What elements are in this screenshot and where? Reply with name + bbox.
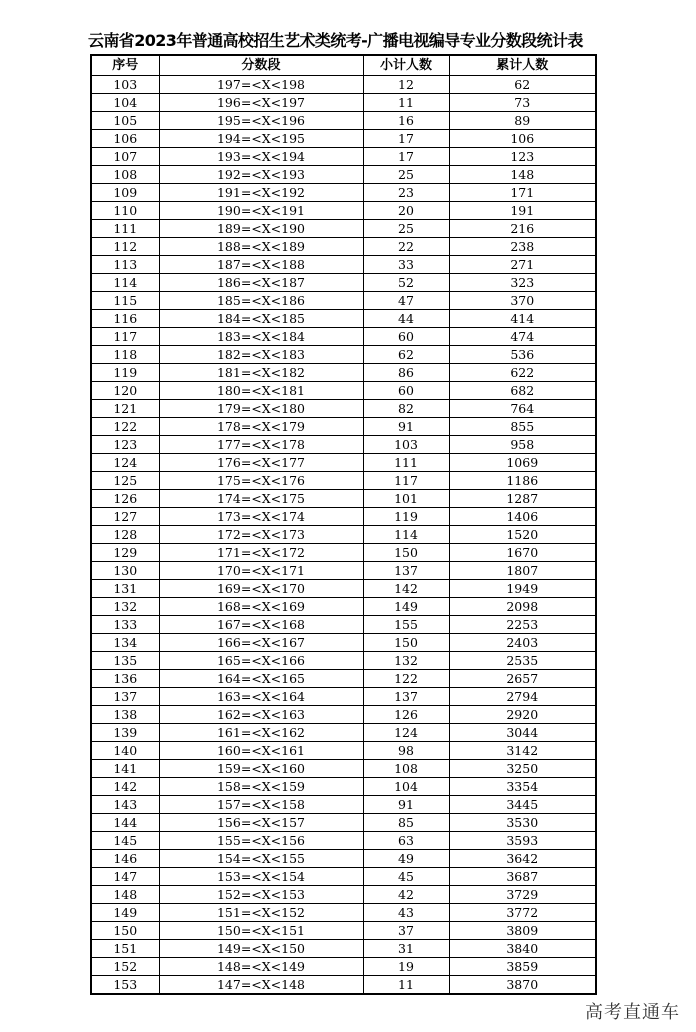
cell-cumulative: 3354 xyxy=(449,778,596,796)
cell-subtotal: 108 xyxy=(363,760,449,778)
cell-subtotal: 11 xyxy=(363,94,449,112)
cell-score-range: 188=<X<189 xyxy=(159,238,363,256)
cell-cumulative: 3870 xyxy=(449,976,596,995)
cell-subtotal: 44 xyxy=(363,310,449,328)
cell-score-range: 187=<X<188 xyxy=(159,256,363,274)
page-title: 云南省2023年普通高校招生艺术类统考-广播电视编导专业分数段统计表 xyxy=(88,31,583,50)
table-row xyxy=(91,220,596,238)
cell-index: 127 xyxy=(91,508,159,526)
table-row xyxy=(91,544,596,562)
cell-index: 150 xyxy=(91,922,159,940)
table-row xyxy=(91,508,596,526)
cell-subtotal: 86 xyxy=(363,364,449,382)
cell-subtotal: 25 xyxy=(363,166,449,184)
cell-cumulative: 1287 xyxy=(449,490,596,508)
cell-index: 149 xyxy=(91,904,159,922)
cell-cumulative: 3642 xyxy=(449,850,596,868)
score-table xyxy=(90,54,597,995)
cell-cumulative: 3445 xyxy=(449,796,596,814)
cell-score-range: 189=<X<190 xyxy=(159,220,363,238)
cell-cumulative: 271 xyxy=(449,256,596,274)
cell-index: 114 xyxy=(91,274,159,292)
table-row xyxy=(91,670,596,688)
cell-cumulative: 2794 xyxy=(449,688,596,706)
cell-index: 133 xyxy=(91,616,159,634)
table-row xyxy=(91,886,596,904)
cell-score-range: 151=<X<152 xyxy=(159,904,363,922)
cell-score-range: 186=<X<187 xyxy=(159,274,363,292)
cell-index: 130 xyxy=(91,562,159,580)
cell-score-range: 162=<X<163 xyxy=(159,706,363,724)
cell-score-range: 167=<X<168 xyxy=(159,616,363,634)
cell-cumulative: 2920 xyxy=(449,706,596,724)
table-row xyxy=(91,562,596,580)
cell-index: 132 xyxy=(91,598,159,616)
cell-index: 139 xyxy=(91,724,159,742)
cell-subtotal: 85 xyxy=(363,814,449,832)
cell-cumulative: 3809 xyxy=(449,922,596,940)
cell-cumulative: 123 xyxy=(449,148,596,166)
table-row xyxy=(91,238,596,256)
cell-cumulative: 764 xyxy=(449,400,596,418)
table-body xyxy=(91,76,596,995)
cell-index: 109 xyxy=(91,184,159,202)
cell-cumulative: 2535 xyxy=(449,652,596,670)
cell-cumulative: 238 xyxy=(449,238,596,256)
cell-score-range: 196=<X<197 xyxy=(159,94,363,112)
cell-subtotal: 60 xyxy=(363,328,449,346)
table-row xyxy=(91,274,596,292)
cell-cumulative: 370 xyxy=(449,292,596,310)
cell-score-range: 170=<X<171 xyxy=(159,562,363,580)
cell-cumulative: 1807 xyxy=(449,562,596,580)
cell-subtotal: 19 xyxy=(363,958,449,976)
table-row xyxy=(91,904,596,922)
cell-index: 111 xyxy=(91,220,159,238)
cell-score-range: 166=<X<167 xyxy=(159,634,363,652)
cell-index: 113 xyxy=(91,256,159,274)
cell-index: 138 xyxy=(91,706,159,724)
cell-index: 143 xyxy=(91,796,159,814)
table-row xyxy=(91,76,596,94)
cell-index: 146 xyxy=(91,850,159,868)
cell-subtotal: 43 xyxy=(363,904,449,922)
cell-score-range: 160=<X<161 xyxy=(159,742,363,760)
cell-index: 131 xyxy=(91,580,159,598)
cell-score-range: 179=<X<180 xyxy=(159,400,363,418)
cell-score-range: 154=<X<155 xyxy=(159,850,363,868)
cell-cumulative: 3250 xyxy=(449,760,596,778)
cell-cumulative: 2657 xyxy=(449,670,596,688)
cell-cumulative: 3044 xyxy=(449,724,596,742)
cell-cumulative: 3142 xyxy=(449,742,596,760)
cell-cumulative: 148 xyxy=(449,166,596,184)
cell-subtotal: 117 xyxy=(363,472,449,490)
cell-score-range: 181=<X<182 xyxy=(159,364,363,382)
table-row xyxy=(91,868,596,886)
cell-subtotal: 31 xyxy=(363,940,449,958)
cell-cumulative: 682 xyxy=(449,382,596,400)
cell-cumulative: 89 xyxy=(449,112,596,130)
table-row xyxy=(91,922,596,940)
table-row xyxy=(91,292,596,310)
cell-subtotal: 37 xyxy=(363,922,449,940)
cell-index: 106 xyxy=(91,130,159,148)
cell-score-range: 163=<X<164 xyxy=(159,688,363,706)
cell-index: 119 xyxy=(91,364,159,382)
cell-score-range: 182=<X<183 xyxy=(159,346,363,364)
cell-subtotal: 91 xyxy=(363,418,449,436)
cell-subtotal: 122 xyxy=(363,670,449,688)
table-row xyxy=(91,832,596,850)
cell-cumulative: 106 xyxy=(449,130,596,148)
cell-cumulative: 1949 xyxy=(449,580,596,598)
cell-subtotal: 63 xyxy=(363,832,449,850)
table-row xyxy=(91,112,596,130)
column-header-cumulative: 累计人数 xyxy=(449,55,596,76)
cell-index: 121 xyxy=(91,400,159,418)
table-row xyxy=(91,436,596,454)
cell-score-range: 159=<X<160 xyxy=(159,760,363,778)
cell-subtotal: 33 xyxy=(363,256,449,274)
cell-index: 147 xyxy=(91,868,159,886)
cell-cumulative: 2403 xyxy=(449,634,596,652)
table-row xyxy=(91,796,596,814)
cell-index: 110 xyxy=(91,202,159,220)
cell-score-range: 150=<X<151 xyxy=(159,922,363,940)
cell-score-range: 197=<X<198 xyxy=(159,76,363,94)
cell-score-range: 185=<X<186 xyxy=(159,292,363,310)
cell-subtotal: 137 xyxy=(363,562,449,580)
cell-index: 104 xyxy=(91,94,159,112)
cell-subtotal: 52 xyxy=(363,274,449,292)
cell-subtotal: 62 xyxy=(363,346,449,364)
cell-cumulative: 855 xyxy=(449,418,596,436)
cell-score-range: 175=<X<176 xyxy=(159,472,363,490)
cell-subtotal: 103 xyxy=(363,436,449,454)
cell-subtotal: 101 xyxy=(363,490,449,508)
cell-index: 103 xyxy=(91,76,159,94)
cell-score-range: 190=<X<191 xyxy=(159,202,363,220)
cell-subtotal: 114 xyxy=(363,526,449,544)
table-row xyxy=(91,472,596,490)
cell-subtotal: 155 xyxy=(363,616,449,634)
cell-index: 135 xyxy=(91,652,159,670)
cell-score-range: 149=<X<150 xyxy=(159,940,363,958)
cell-subtotal: 104 xyxy=(363,778,449,796)
cell-subtotal: 17 xyxy=(363,130,449,148)
table-row xyxy=(91,310,596,328)
table-row xyxy=(91,616,596,634)
cell-subtotal: 124 xyxy=(363,724,449,742)
cell-score-range: 168=<X<169 xyxy=(159,598,363,616)
cell-index: 137 xyxy=(91,688,159,706)
table-row xyxy=(91,148,596,166)
cell-score-range: 184=<X<185 xyxy=(159,310,363,328)
table-row xyxy=(91,652,596,670)
cell-subtotal: 42 xyxy=(363,886,449,904)
cell-index: 126 xyxy=(91,490,159,508)
cell-cumulative: 3859 xyxy=(449,958,596,976)
table-row xyxy=(91,778,596,796)
cell-index: 125 xyxy=(91,472,159,490)
cell-score-range: 156=<X<157 xyxy=(159,814,363,832)
cell-index: 105 xyxy=(91,112,159,130)
cell-subtotal: 49 xyxy=(363,850,449,868)
cell-index: 153 xyxy=(91,976,159,995)
table-row xyxy=(91,400,596,418)
table-row xyxy=(91,202,596,220)
column-header-subtotal: 小计人数 xyxy=(363,55,449,76)
cell-score-range: 180=<X<181 xyxy=(159,382,363,400)
cell-index: 141 xyxy=(91,760,159,778)
table-row xyxy=(91,580,596,598)
header-row xyxy=(91,55,596,76)
table-row xyxy=(91,742,596,760)
table-row xyxy=(91,454,596,472)
cell-score-range: 183=<X<184 xyxy=(159,328,363,346)
cell-score-range: 192=<X<193 xyxy=(159,166,363,184)
cell-score-range: 161=<X<162 xyxy=(159,724,363,742)
cell-cumulative: 2098 xyxy=(449,598,596,616)
cell-subtotal: 25 xyxy=(363,220,449,238)
cell-cumulative: 323 xyxy=(449,274,596,292)
cell-subtotal: 150 xyxy=(363,634,449,652)
table-row xyxy=(91,958,596,976)
table-row xyxy=(91,256,596,274)
column-header-score-range: 分数段 xyxy=(159,55,363,76)
cell-cumulative: 2253 xyxy=(449,616,596,634)
cell-index: 108 xyxy=(91,166,159,184)
cell-index: 144 xyxy=(91,814,159,832)
cell-cumulative: 3840 xyxy=(449,940,596,958)
cell-index: 107 xyxy=(91,148,159,166)
table-row xyxy=(91,490,596,508)
table-row xyxy=(91,598,596,616)
cell-cumulative: 414 xyxy=(449,310,596,328)
cell-score-range: 176=<X<177 xyxy=(159,454,363,472)
cell-subtotal: 22 xyxy=(363,238,449,256)
cell-index: 123 xyxy=(91,436,159,454)
table-row xyxy=(91,706,596,724)
table-row xyxy=(91,166,596,184)
table-row xyxy=(91,382,596,400)
table-row xyxy=(91,328,596,346)
cell-subtotal: 142 xyxy=(363,580,449,598)
cell-subtotal: 111 xyxy=(363,454,449,472)
cell-cumulative: 474 xyxy=(449,328,596,346)
table-row xyxy=(91,940,596,958)
column-header-index: 序号 xyxy=(91,55,159,76)
cell-index: 129 xyxy=(91,544,159,562)
cell-subtotal: 47 xyxy=(363,292,449,310)
cell-subtotal: 82 xyxy=(363,400,449,418)
cell-score-range: 153=<X<154 xyxy=(159,868,363,886)
cell-subtotal: 91 xyxy=(363,796,449,814)
cell-index: 112 xyxy=(91,238,159,256)
cell-score-range: 172=<X<173 xyxy=(159,526,363,544)
table-row xyxy=(91,418,596,436)
cell-cumulative: 1406 xyxy=(449,508,596,526)
table-row xyxy=(91,976,596,995)
cell-score-range: 173=<X<174 xyxy=(159,508,363,526)
cell-index: 142 xyxy=(91,778,159,796)
cell-subtotal: 20 xyxy=(363,202,449,220)
cell-score-range: 164=<X<165 xyxy=(159,670,363,688)
cell-score-range: 148=<X<149 xyxy=(159,958,363,976)
cell-score-range: 195=<X<196 xyxy=(159,112,363,130)
cell-cumulative: 191 xyxy=(449,202,596,220)
watermark-logo: 高考直通车 xyxy=(585,1002,680,1023)
cell-subtotal: 17 xyxy=(363,148,449,166)
cell-subtotal: 16 xyxy=(363,112,449,130)
table-row xyxy=(91,184,596,202)
cell-cumulative: 3530 xyxy=(449,814,596,832)
table-row xyxy=(91,724,596,742)
cell-index: 136 xyxy=(91,670,159,688)
cell-score-range: 157=<X<158 xyxy=(159,796,363,814)
table-row xyxy=(91,364,596,382)
cell-subtotal: 150 xyxy=(363,544,449,562)
table-row xyxy=(91,760,596,778)
cell-score-range: 171=<X<172 xyxy=(159,544,363,562)
cell-subtotal: 11 xyxy=(363,976,449,995)
cell-index: 124 xyxy=(91,454,159,472)
cell-index: 128 xyxy=(91,526,159,544)
cell-subtotal: 23 xyxy=(363,184,449,202)
cell-subtotal: 119 xyxy=(363,508,449,526)
cell-index: 116 xyxy=(91,310,159,328)
cell-index: 118 xyxy=(91,346,159,364)
cell-cumulative: 1186 xyxy=(449,472,596,490)
cell-score-range: 193=<X<194 xyxy=(159,148,363,166)
cell-cumulative: 536 xyxy=(449,346,596,364)
cell-cumulative: 3729 xyxy=(449,886,596,904)
cell-score-range: 158=<X<159 xyxy=(159,778,363,796)
cell-index: 117 xyxy=(91,328,159,346)
table-row xyxy=(91,94,596,112)
cell-score-range: 147=<X<148 xyxy=(159,976,363,995)
cell-cumulative: 73 xyxy=(449,94,596,112)
cell-subtotal: 12 xyxy=(363,76,449,94)
cell-cumulative: 62 xyxy=(449,76,596,94)
cell-subtotal: 60 xyxy=(363,382,449,400)
cell-subtotal: 126 xyxy=(363,706,449,724)
cell-subtotal: 45 xyxy=(363,868,449,886)
cell-score-range: 169=<X<170 xyxy=(159,580,363,598)
cell-score-range: 178=<X<179 xyxy=(159,418,363,436)
cell-index: 151 xyxy=(91,940,159,958)
table-row xyxy=(91,850,596,868)
cell-score-range: 165=<X<166 xyxy=(159,652,363,670)
cell-subtotal: 137 xyxy=(363,688,449,706)
cell-score-range: 194=<X<195 xyxy=(159,130,363,148)
cell-cumulative: 171 xyxy=(449,184,596,202)
cell-cumulative: 1069 xyxy=(449,454,596,472)
cell-score-range: 152=<X<153 xyxy=(159,886,363,904)
table-row xyxy=(91,130,596,148)
cell-index: 140 xyxy=(91,742,159,760)
cell-cumulative: 1520 xyxy=(449,526,596,544)
cell-index: 152 xyxy=(91,958,159,976)
cell-subtotal: 132 xyxy=(363,652,449,670)
cell-index: 122 xyxy=(91,418,159,436)
cell-index: 134 xyxy=(91,634,159,652)
cell-cumulative: 1670 xyxy=(449,544,596,562)
cell-score-range: 174=<X<175 xyxy=(159,490,363,508)
cell-index: 115 xyxy=(91,292,159,310)
cell-score-range: 177=<X<178 xyxy=(159,436,363,454)
cell-cumulative: 216 xyxy=(449,220,596,238)
table-row xyxy=(91,814,596,832)
cell-score-range: 155=<X<156 xyxy=(159,832,363,850)
cell-index: 148 xyxy=(91,886,159,904)
cell-cumulative: 622 xyxy=(449,364,596,382)
cell-subtotal: 149 xyxy=(363,598,449,616)
cell-score-range: 191=<X<192 xyxy=(159,184,363,202)
cell-subtotal: 98 xyxy=(363,742,449,760)
cell-index: 145 xyxy=(91,832,159,850)
cell-cumulative: 3593 xyxy=(449,832,596,850)
cell-cumulative: 958 xyxy=(449,436,596,454)
table-row xyxy=(91,526,596,544)
table-row xyxy=(91,688,596,706)
cell-cumulative: 3772 xyxy=(449,904,596,922)
table-row xyxy=(91,346,596,364)
cell-cumulative: 3687 xyxy=(449,868,596,886)
cell-index: 120 xyxy=(91,382,159,400)
table-row xyxy=(91,634,596,652)
